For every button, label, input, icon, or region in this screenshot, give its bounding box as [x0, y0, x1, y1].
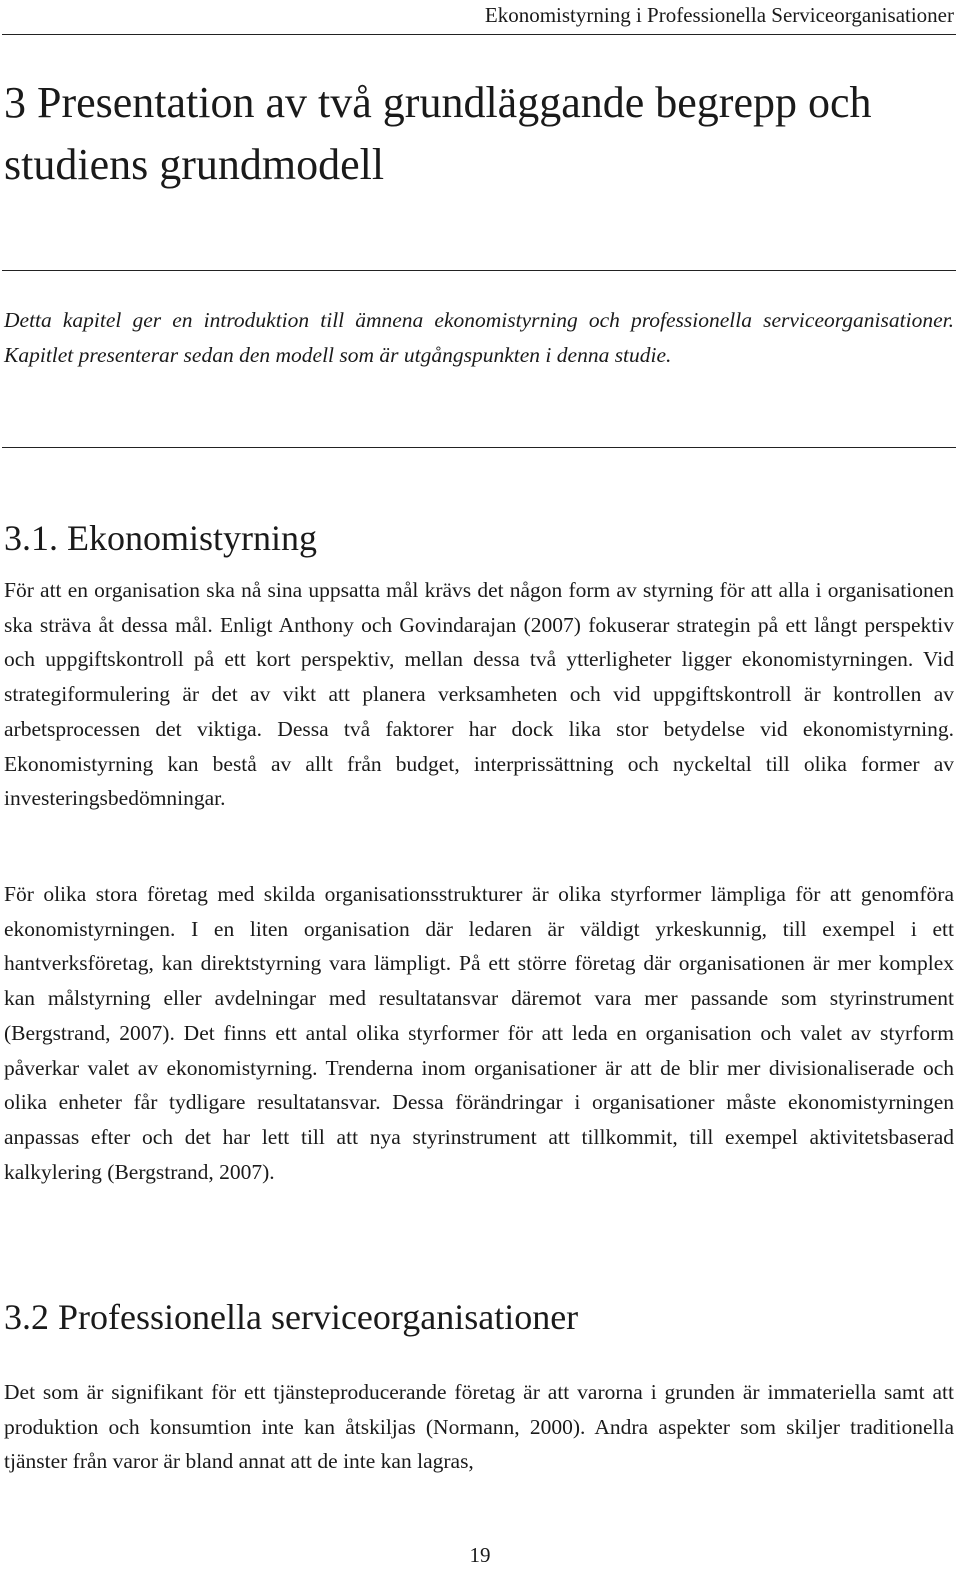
header-rule [2, 34, 956, 35]
chapter-title: 3 Presentation av två grundläggande begrepp och studiens grundmodell [4, 78, 872, 189]
section-heading-3-1: 3.1. Ekonomistyrning [4, 518, 317, 558]
chapter-intro: Detta kapitel ger en introduktion till ämnena ekonomistyrning och professionella serviceorganisationer. Kapitlet presenterar sedan den modell som är utgångspunkten i denna studie. [4, 308, 954, 367]
intro-bottom-rule [2, 447, 956, 448]
section-3-2-paragraph-1: Det som är signifikant för ett tjänsteproducerande företag är att varorna i grunden är immateriella samt att produktion och konsumtion inte kan åtskiljas (Normann, 2000). Andra aspekter som skiljer traditionella tjänster från varor är bland annat att de inte kan lagras, [4, 1380, 954, 1474]
intro-top-rule [2, 270, 956, 271]
section-heading-3-2: 3.2 Professionella serviceorganisationer [4, 1297, 579, 1337]
page-number: 19 [469, 1543, 491, 1567]
section-3-1-paragraph-1: För att en organisation ska nå sina uppsatta mål krävs det någon form av styrning för att alla i organisationen ska sträva åt dessa mål. Enligt Anthony och Govindarajan (2007) fokuserar strategin på ett långt perspektiv och uppgiftskontroll på ett kort perspektiv, mellan dessa två ytterligheter ligger ekonomistyrningen. Vid strategiformulering är det av vikt att planera verksamheten och vid uppgiftskontroll är kontrollen av arbetsprocessen det viktiga. Dessa två faktorer har dock lika stor betydelse vid ekonomistyrning. Ekonomistyrning kan bestå av allt från budget, interprissättning och nyckeltal till olika former av investeringsbedömningar. [4, 578, 954, 811]
section-3-1-paragraph-2: För olika stora företag med skilda organisationsstrukturer är olika styrformer lämpliga för att genomföra ekonomistyrningen. I en liten organisation där ledaren är väldigt yrkeskunnig, till exempel i ett hantverksföretag, kan direktstyrning vara lämpligt. På ett större företag där organisationen är mer komplex kan målstyrning eller avdelningar med resultatansvar däremot vara mer passande som styrinstrument (Bergstrand, 2007). Det finns ett antal olika styrformer för att leda en organisation och valet av styrform påverkar valet av ekonomistyrning. Trenderna inom organisationer är att de blir mer divisionaliserade och olika enheter får tydligare resultatansvar. Dessa förändringar i organisationer måste ekonomistyrningen anpassas efter och det har lett till att nya styrinstrument att tillkommit, till exempel aktivitetsbaserad kalkylering (Bergstrand, 2007). [4, 882, 954, 1184]
running-header: Ekonomistyrning i Professionella Serviceorganisationer [484, 3, 954, 27]
